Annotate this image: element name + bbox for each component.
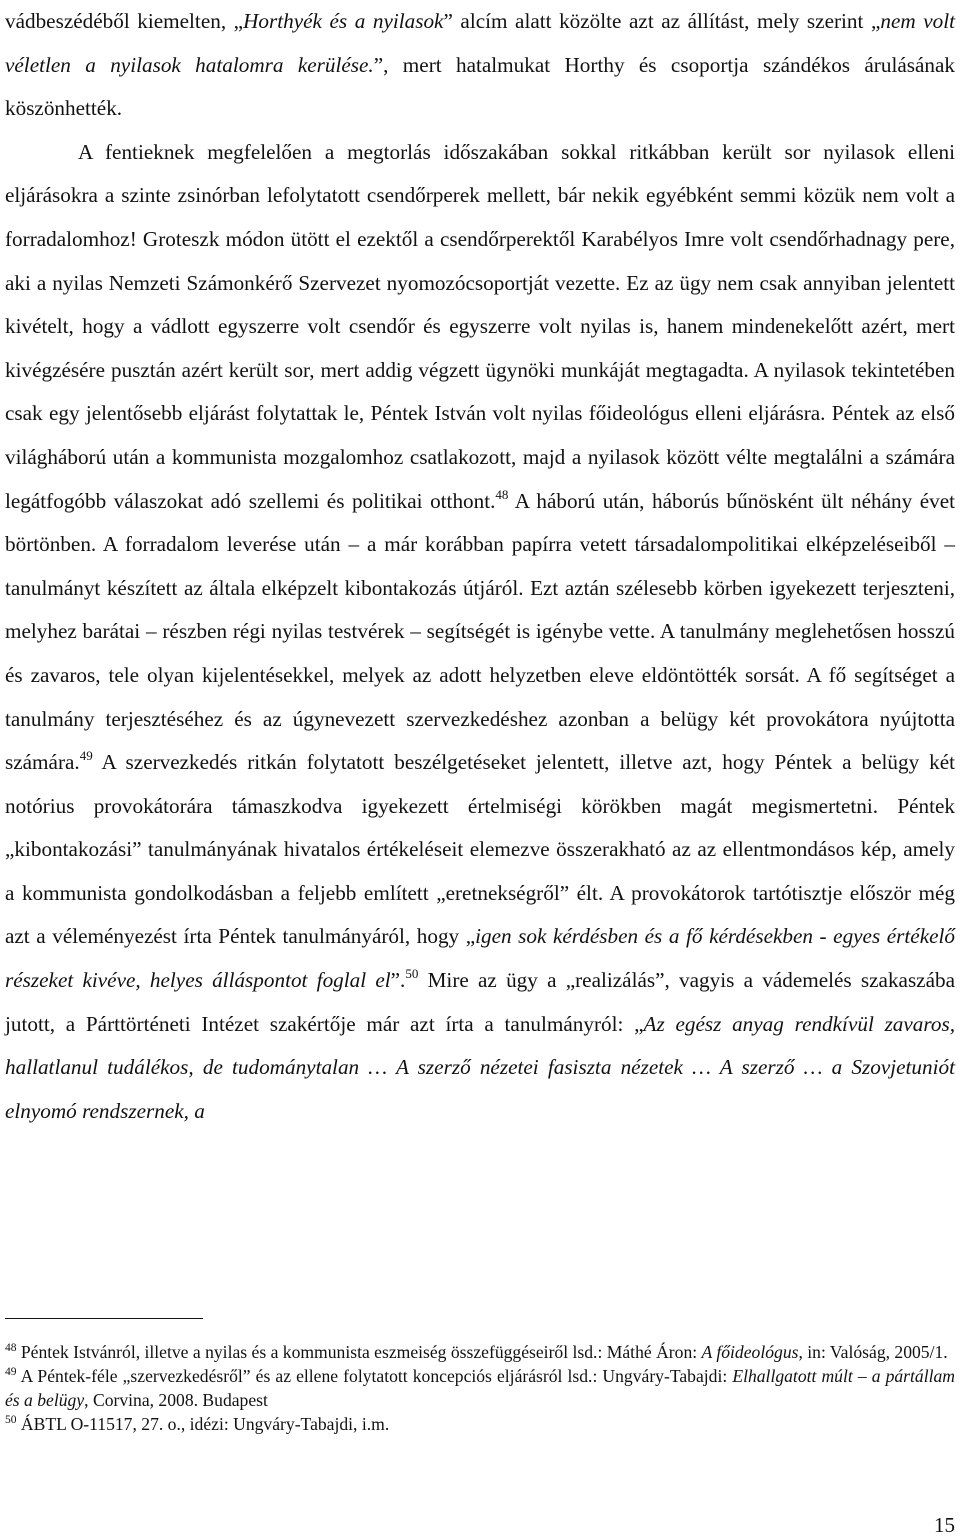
page-number: 15 xyxy=(934,1513,955,1537)
italic-text: Az egész anyag rendkívül zavaros, hallatlanul tudálékos, de tudománytalan … A szerző nézetei fasiszta nézetek … A szerző … a Szovjetuniót elnyomó rendszernek, a xyxy=(5,1011,955,1123)
footnote-ref: 48 xyxy=(495,486,509,502)
footnote-ref: 50 xyxy=(405,966,419,982)
text-run: ”. xyxy=(390,968,406,993)
italic-text: Elhallgatott múlt – a pártállam és a belügy xyxy=(5,1366,955,1410)
italic-text: Horthyék és a nyilasok xyxy=(243,9,444,33)
text-run: vádbeszédéből kiemelten, „ xyxy=(5,9,244,33)
text-run: ÁBTL O-11517, 27. o., idézi: Ungváry-Tabajdi, i.m. xyxy=(16,1414,390,1434)
text-run: ”, mert hatalmukat Horthy és csoportja szándékos árulásának köszönhették. xyxy=(5,52,955,121)
italic-text: igen sok kérdésben és a fő kérdésekben - egyes értékelő részeket kivéve, helyes álláspontot foglal el xyxy=(5,924,956,993)
text-run: A háború után, háborús bűnösként ült néhány évet börtönben. A forradalom leverése után – a már korábban papírra vetett társadalompolitikai elképzeléseiből – tanulmányt készített az általa elképzelt kibontakozás útjáról. Ezt aztán szélesebb körben igyekezett terjeszteni, melyhez barátai – részben régi nyilas testvérek – segítségét is igénybe vette. A tanulmány meglehetősen hosszú és zavaros, tele olyan kijelentésekkel, melyek az adott helyzetben eleve eldöntötték sorsát. A fő segítséget a tanulmány terjesztéséhez és az úgynevezett szervezkedéshez azonban a belügy két provokátora nyújtotta számára. xyxy=(5,488,955,775)
text-run: A fentieknek megfelelően a megtorlás időszakában sokkal ritkábban került sor nyilasok elleni eljárásokra a szinte zsinórban lefolytatott csendőrperek mellett, bár nekik egyébként semmi közük nem volt a forradalomhoz! Groteszk módon ütött el ezektől a csendőrperektől Karabélyos Imre volt csendőrhadnagy pere, aki a nyilas Nemzeti Számonkérő Szervezet nyomozócsoportját vezette. Ez az ügy nem csak annyiban jelentett kivételt, hogy a vádlott egyszerre volt csendőr és egyszerre volt nyilas is, hanem mindenekelőtt azért, mert kivégzésére pusztán azért került sor, mert addig végzett ügynöki munkáját megtagadta. A nyilasok tekintetében csak egy jelentősebb eljárást folytattak le, Péntek István volt nyilas főideológus elleni eljárásra. Péntek az első világháború után a kommunista mozgalomhoz csatlakozott, majd a nyilasok között vélte megtalálni a számára legátfogóbb válaszokat adó szellemi és politikai otthont. xyxy=(5,139,955,513)
text-run: A szervezkedés ritkán folytatott beszélgetéseket jelentett, illetve azt, hogy Péntek a belügy két notórius provokátorára támaszkodva igyekezett értelmiségi körökben magát megismertetni. Péntek „kibontakozási” tanulmányának hivatalos értékeléseit elemezve összerakható az az ellentmondásos kép, amely a kommunista gondolkodásban a feljebb említett „eretnekségről” élt. A provokátorok tartótisztje először még azt a véleményezést írta Péntek tanulmányáról, hogy „ xyxy=(5,750,955,949)
text-run: A Péntek-féle „szervezkedésről” és az ellene folytatott koncepciós eljárásról lsd.: Ungváry-Tabajdi: xyxy=(16,1366,733,1386)
footnote-separator xyxy=(5,1318,203,1319)
footnote-ref: 49 xyxy=(79,748,93,764)
footnote-ref: 50 xyxy=(5,1414,17,1426)
text-run: , in: Valóság, 2005/1. xyxy=(798,1342,948,1362)
paragraph xyxy=(5,131,955,1134)
main-text xyxy=(5,0,955,1133)
text-run: ” alcím alatt közölte azt az állítást, mely szerint „ xyxy=(443,9,881,33)
footnote xyxy=(5,1340,955,1364)
italic-text: nem volt véletlen a nyilasok hatalomra kerülése. xyxy=(5,9,955,77)
italic-text: A főideológus xyxy=(701,1342,799,1362)
footnotes xyxy=(5,1340,955,1436)
footnote-ref: 48 xyxy=(5,1342,17,1354)
text-run: , Corvina, 2008. Budapest xyxy=(84,1390,268,1410)
footnote xyxy=(5,1364,955,1412)
footnote-ref: 49 xyxy=(5,1366,17,1378)
footnote xyxy=(5,1412,955,1436)
text-run: Péntek Istvánról, illetve a nyilas és a kommunista eszmeiség összefüggéseiről lsd.: Máthé Áron: xyxy=(16,1342,702,1362)
text-run: Mire az ügy a „realizálás”, vagyis a vádemelés szakaszába jutott, a Párttörténeti Intézet szakértője már azt írta a tanulmányról: „ xyxy=(5,968,955,1036)
paragraph xyxy=(5,0,955,131)
